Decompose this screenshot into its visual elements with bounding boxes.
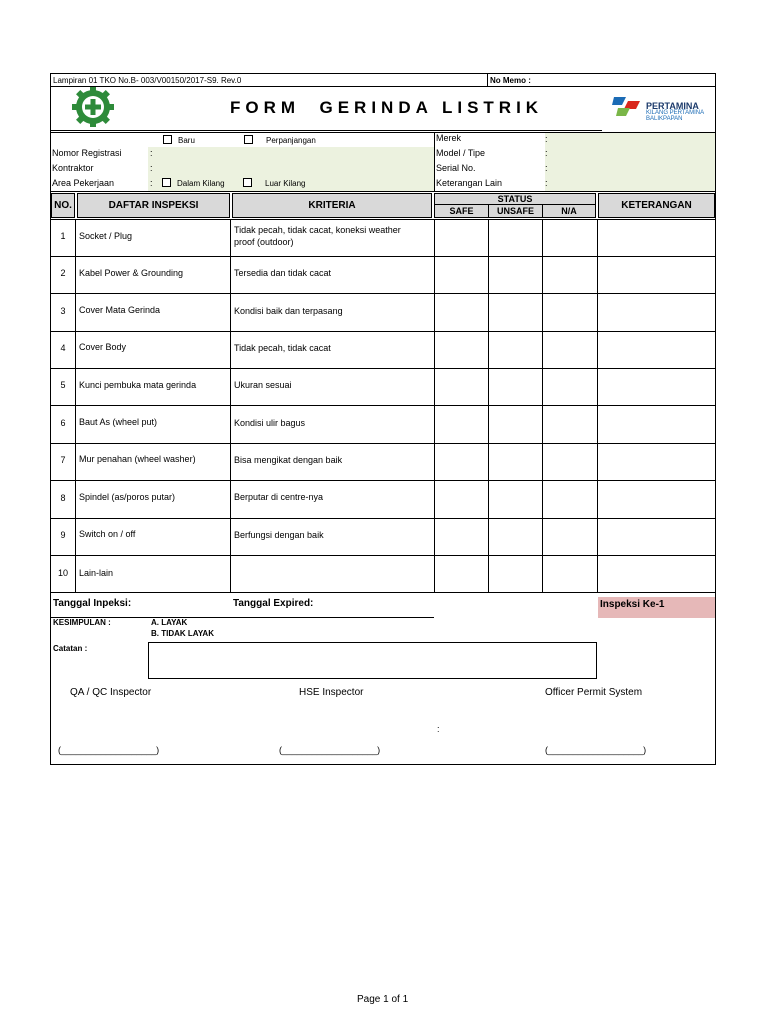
- label-qa-inspector: QA / QC Inspector: [70, 687, 152, 698]
- row-number: 7: [60, 455, 66, 465]
- row-kriteria: Tidak pecah, tidak cacat, koneksi weather: [234, 225, 401, 235]
- doc-reference: Lampiran 01 TKO No.B- 003/V00150/2017-S9. Rev.0: [53, 76, 242, 85]
- colon-nomor: :: [150, 148, 153, 158]
- col-header-no: NO.: [51, 193, 75, 218]
- signature-qa: (___________________): [58, 745, 160, 755]
- label-nomor-registrasi: Nomor Registrasi: [52, 148, 122, 158]
- row-item: Kabel Power & Grounding: [79, 268, 184, 278]
- row-number: 6: [60, 418, 66, 428]
- row-number: 3: [60, 306, 66, 316]
- row-kriteria: Kondisi baik dan terpasang: [234, 306, 343, 316]
- label-luar-kilang: Luar Kilang: [265, 179, 306, 188]
- form-title: FORM GERINDA LISTRIK: [230, 98, 544, 117]
- option-tidak-layak: B. TIDAK LAYAK: [151, 629, 214, 638]
- label-baru: Baru: [178, 136, 195, 145]
- memo-label: No Memo :: [490, 76, 531, 85]
- option-layak: A. LAYAK: [151, 618, 188, 627]
- row-kriteria: Berfungsi dengan baik: [234, 530, 324, 540]
- pertamina-name: PERTAMINA: [646, 101, 699, 111]
- label-keterangan-lain: Keterangan Lain: [436, 178, 503, 188]
- label-inspeksi-ke: Inspeksi Ke-1: [600, 599, 665, 610]
- label-perpanjangan: Perpanjangan: [266, 136, 316, 145]
- checkbox-baru[interactable]: [163, 135, 172, 144]
- row-number: 10: [57, 568, 68, 578]
- label-catatan: Catatan :: [53, 644, 88, 653]
- registration-fill-right: [545, 133, 715, 191]
- colon-kontraktor: :: [150, 163, 153, 173]
- row-item: Kunci pembuka mata gerinda: [79, 380, 197, 390]
- col-header-daftar: DAFTAR INSPEKSI: [77, 193, 230, 218]
- col-header-kriteria: KRITERIA: [232, 193, 432, 218]
- row-item: Cover Mata Gerinda: [79, 305, 161, 315]
- pertamina-sub2: BALIKPAPAN: [646, 116, 683, 122]
- checkbox-dalam-kilang[interactable]: [162, 178, 171, 187]
- row-number: 2: [60, 268, 66, 278]
- row-number: 8: [60, 493, 66, 503]
- row-item: Mur penahan (wheel washer): [79, 454, 196, 464]
- row-item: Spindel (as/poros putar): [79, 492, 176, 502]
- label-dalam-kilang: Dalam Kilang: [177, 179, 225, 188]
- row-number: 1: [60, 231, 66, 241]
- colon-serial: :: [545, 163, 548, 173]
- row-item: Cover Body: [79, 342, 127, 352]
- row-kriteria: Tidak pecah, tidak cacat: [234, 343, 331, 353]
- label-kontraktor: Kontraktor: [52, 163, 94, 173]
- row-number: 4: [60, 343, 66, 353]
- label-serial: Serial No.: [436, 163, 476, 173]
- row-kriteria: Bisa mengikat dengan baik: [234, 455, 343, 465]
- label-kesimpulan: KESIMPULAN :: [53, 618, 111, 627]
- row-kriteria-line2: proof (outdoor): [234, 237, 294, 247]
- col-header-safe: SAFE: [434, 204, 489, 218]
- page-number: Page 1 of 1: [357, 994, 409, 1005]
- row-item: Baut As (wheel put): [79, 417, 158, 427]
- row-item: Lain-lain: [79, 568, 114, 578]
- label-model: Model / Tipe: [436, 148, 486, 158]
- signature-officer: (___________________): [545, 745, 647, 755]
- colon-area: :: [150, 178, 153, 188]
- col-header-status: STATUS: [434, 193, 596, 205]
- pertamina-logo-icon: [612, 95, 646, 119]
- pertamina-sub1: KILANG PERTAMINA: [646, 110, 705, 116]
- label-officer-permit: Officer Permit System: [545, 687, 643, 698]
- row-kriteria: Ukuran sesuai: [234, 380, 292, 390]
- row-number: 5: [60, 380, 66, 390]
- signature-hse: (___________________): [279, 745, 381, 755]
- row-kriteria: Kondisi ulir bagus: [234, 418, 306, 428]
- row-item: Switch on / off: [79, 529, 136, 539]
- checkbox-perpanjangan[interactable]: [244, 135, 253, 144]
- colon-merek: :: [545, 134, 548, 144]
- stray-colon: :: [437, 724, 440, 734]
- gear-cross-icon: [68, 87, 118, 127]
- colon-keterangan: :: [545, 178, 548, 188]
- label-area-pekerjaan: Area Pekerjaan: [52, 178, 115, 188]
- label-tanggal-expired: Tanggal Expired:: [233, 598, 314, 609]
- col-header-unsafe: UNSAFE: [488, 204, 543, 218]
- label-merek: Merek: [436, 133, 462, 143]
- row-item: Socket / Plug: [79, 231, 133, 241]
- label-hse-inspector: HSE Inspector: [299, 687, 364, 698]
- row-number: 9: [60, 530, 66, 540]
- colon-model: :: [545, 148, 548, 158]
- catatan-box[interactable]: [148, 642, 597, 679]
- row-kriteria: Tersedia dan tidak cacat: [234, 268, 332, 278]
- checkbox-luar-kilang[interactable]: [243, 178, 252, 187]
- col-header-keterangan: KETERANGAN: [598, 193, 715, 218]
- row-kriteria: Berputar di centre-nya: [234, 492, 324, 502]
- col-header-na: N/A: [542, 204, 596, 218]
- label-tanggal-inspeksi: Tanggal Inpeksi:: [53, 598, 132, 609]
